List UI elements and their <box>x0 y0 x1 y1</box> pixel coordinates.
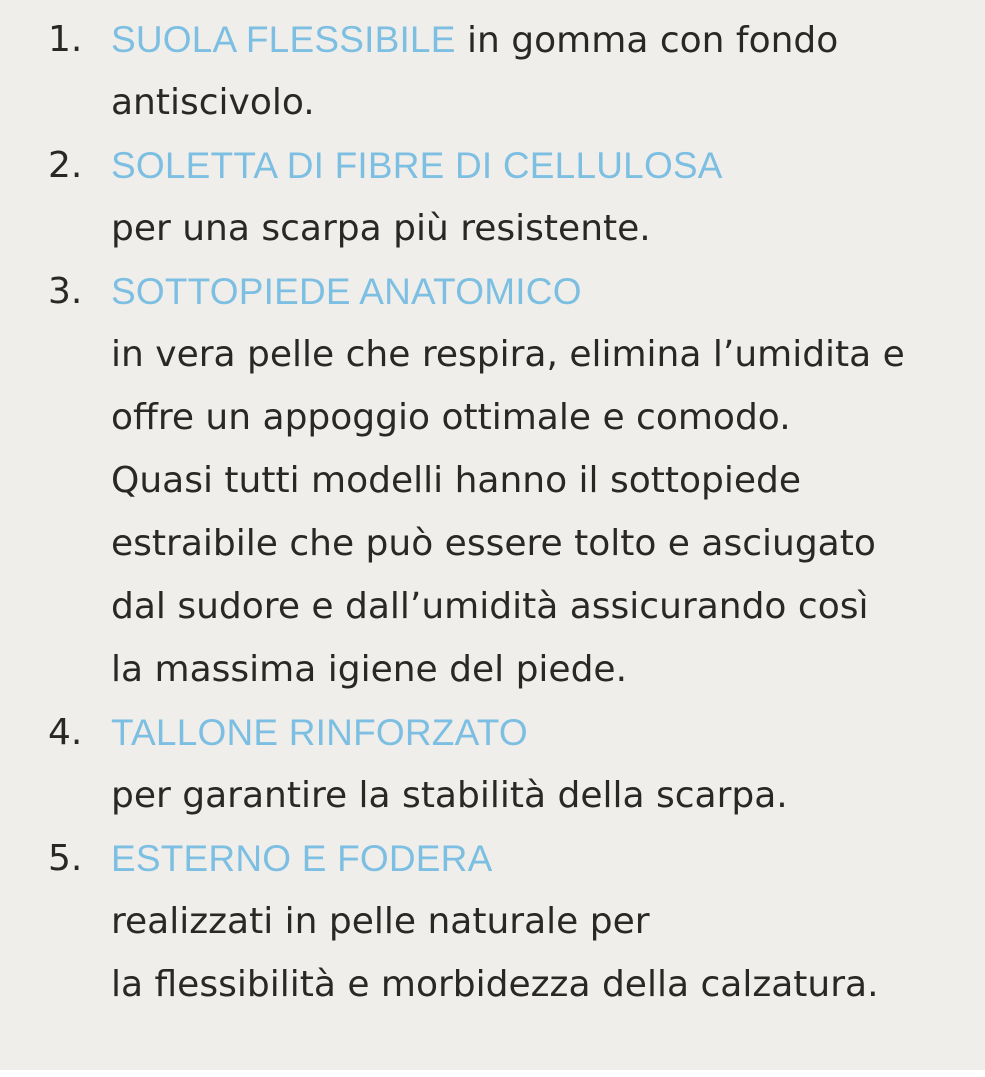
list-item-text: Quasi tutti modelli hanno il sottopiede <box>111 460 802 501</box>
list-item-heading: SUOLA FLESSIBILE <box>111 19 456 60</box>
list-item-5-line-2 <box>0 953 985 1016</box>
list-item-2-line <box>0 197 985 260</box>
list-item-number: 4. <box>48 712 83 753</box>
list-item-text: estraibile che può essere tolto e asciugato <box>111 523 876 564</box>
list-item-1-heading-line <box>0 8 985 71</box>
list-item-3-line-5 <box>0 575 985 638</box>
bottom-edge-divider <box>0 1070 985 1077</box>
list-item-2-heading-line <box>0 134 985 197</box>
list-item-text: dal sudore e dall’umidità assicurando così <box>111 586 869 627</box>
list-item-1-line <box>0 71 985 134</box>
list-item-heading: TALLONE RINFORZATO <box>111 712 528 753</box>
list-item-3-line-2 <box>0 386 985 449</box>
list-item-5-line-1 <box>0 890 985 953</box>
list-item-text: realizzati in pelle naturale per <box>111 901 650 942</box>
list-item-number: 3. <box>48 271 83 312</box>
list-item-heading-rest: in gomma con fondo <box>455 20 839 61</box>
list-item-number: 2. <box>48 145 83 186</box>
list-item-4-heading-line <box>0 701 985 764</box>
list-item-3-heading-line <box>0 260 985 323</box>
list-item-3-line-1 <box>0 323 985 386</box>
list-item-4-line <box>0 764 985 827</box>
list-item-text: per una scarpa più resistente. <box>111 208 651 249</box>
list-item-number: 1. <box>48 19 83 60</box>
list-item-3-line-3 <box>0 449 985 512</box>
list-item-text: offre un appoggio ottimale e comodo. <box>111 397 791 438</box>
list-item-text: la massima igiene del piede. <box>111 649 628 690</box>
list-item-text: in vera pelle che respira, elimina l’umidita e <box>111 334 905 375</box>
list-item-number: 5. <box>48 838 83 879</box>
list-item-text: antiscivolo. <box>111 82 315 123</box>
list-item-3-line-4 <box>0 512 985 575</box>
list-item-3-line-6 <box>0 638 985 701</box>
list-item-heading: ESTERNO E FODERA <box>111 838 493 879</box>
list-item-text: per garantire la stabilità della scarpa. <box>111 775 788 816</box>
list-item-heading: SOLETTA DI FIBRE DI CELLULOSA <box>111 145 723 186</box>
list-item-text: la flessibilità e morbidezza della calzatura. <box>111 964 879 1005</box>
list-item-heading: SOTTOPIEDE ANATOMICO <box>111 271 582 312</box>
list-item-5-heading-line <box>0 827 985 890</box>
